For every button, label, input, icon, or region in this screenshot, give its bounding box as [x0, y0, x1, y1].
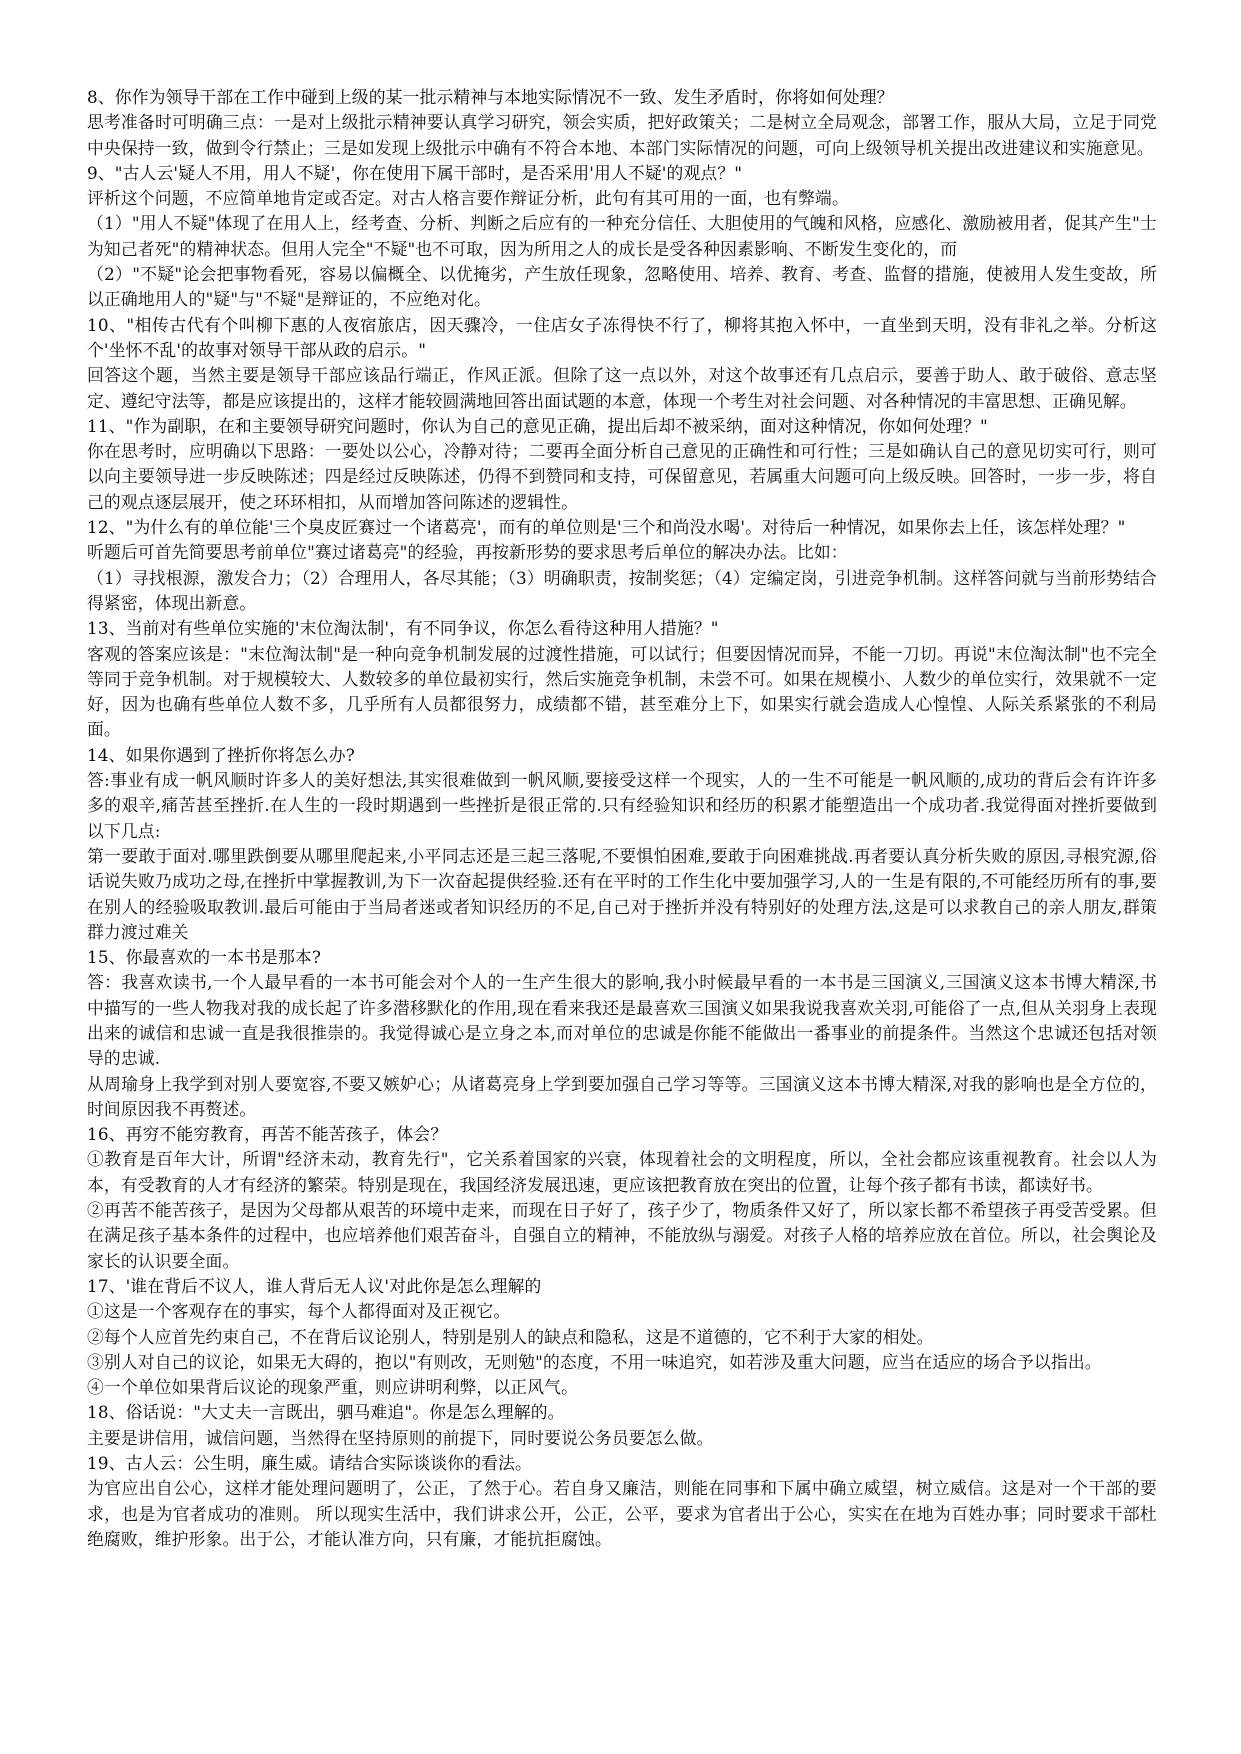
qa-section-q17 [87, 1274, 1157, 1400]
question-text: 10、"相传古代有个叫柳下惠的人夜宿旅店，因天骤冷，一住店女子冻得快不行了，柳将其抱入怀中，一直坐到天明，没有非礼之举。分析这个'坐怀不乱'的故事对领导干部从政的启示。" [87, 314, 1157, 360]
answer-text: 思考准备时可明确三点：一是对上级批示精神要认真学习研究，领会实质，把好政策关；二是树立全局观念，部署工作，服从大局，立足于同党中央保持一致，做到令行禁止；三是如发现上级批示中确有不符合本地、本部门实际情况的问题，可向上级领导机关提出改进建议和实施意见。 [87, 112, 1157, 158]
qa-section-q12 [87, 515, 1157, 616]
qa-section-q15 [87, 945, 1157, 1122]
qa-section-q19 [87, 1451, 1157, 1552]
document-page [87, 85, 1157, 1552]
qa-section-q14 [87, 743, 1157, 945]
answer-text: ①这是一个客观存在的事实，每个人都得面对及正视它。 [87, 1301, 511, 1322]
question-text: 15、你最喜欢的一本书是那本? [87, 947, 321, 968]
answer-text: ④一个单位如果背后议论的现象严重，则应讲明利弊，以正风气。 [87, 1377, 579, 1398]
answer-text: ①教育是百年大计，所谓"经济未动，教育先行"，它关系着国家的兴衰，体现着社会的文明程度，所以，全社会都应该重视教育。社会以人为本，有受教育的人才有经济的繁荣。特别是现在，我国经济发展迅速，更应该把教育放在突出的位置，让每个孩子都有书读，都读好书。 [87, 1149, 1157, 1195]
question-text: 17、'谁在背后不议人，谁人背后无人议'对此你是怎么理解的 [87, 1275, 542, 1296]
qa-section-q9 [87, 161, 1157, 313]
question-text: 12、"为什么有的单位能'三个臭皮匠赛过一个诸葛亮'，而有的单位则是'三个和尚没水喝'。对待后一种情况，如果你去上任，该怎样处理？" [87, 517, 1126, 538]
answer-text: 答:事业有成一帆风顺时许多人的美好想法,其实很难做到一帆风顺,要接受这样一个现实，人的一生不可能是一帆风顺的,成功的背后会有许许多多的艰辛,痛苦甚至挫折.在人生的一段时期遇到一些挫折是很正常的.只有经验知识和经历的积累才能塑造出一个成功者.我觉得面对挫折要做到以下几点: [87, 770, 1157, 841]
answer-text: （2）"不疑"论会把事物看死，容易以偏概全、以优掩劣，产生放任现象，忽略使用、培养、教育、考查、监督的措施，使被用人发生变故，所以正确地用人的"疑"与"不疑"是辩证的，不应绝对化。 [87, 264, 1157, 310]
answer-text: 主要是讲信用，诚信问题，当然得在坚持原则的前提下，同时要说公务员要怎么做。 [87, 1427, 714, 1448]
qa-section-q11 [87, 414, 1157, 515]
question-text: 18、俗话说："大丈夫一言既出，驷马难追"。你是怎么理解的。 [87, 1402, 565, 1423]
answer-text: 第一要敢于面对.哪里跌倒要从哪里爬起来,小平同志还是三起三落呢,不要惧怕困难,要敢于向困难挑战.再者要认真分析失败的原因,寻根究源,俗话说失败乃成功之母,在挫折中掌握教训,为下一次奋起提供经验.还有在平时的工作生化中要加强学习,人的一生是有限的,不可能经历所有的事,要在别人的经验吸取教训.最后可能由于当局者迷或者知识经历的不足,自己对于挫折并没有特别好的处理方法,这是可以求教自己的亲人朋友,群策群力渡过难关 [87, 845, 1157, 942]
answer-text: 回答这个题，当然主要是领导干部应该品行端正，作风正派。但除了这一点以外，对这个故事还有几点启示，要善于助人、敢于破俗、意志坚定、遵纪守法等，都是应该提出的，这样才能较圆满地回答出面试题的本意，体现一个考生对社会问题、对各种情况的丰富思想、正确见解。 [87, 365, 1157, 411]
answer-text: 为官应出自公心，这样才能处理问题明了，公正，了然于心。若自身又廉洁，则能在同事和下属中确立威望，树立威信。这是对一个干部的要求，也是为官者成功的准则。 所以现实生活中，我们讲求公开，公正，公平，要求为官者出于公心，实实在在地为百姓办事；同时要求干部杜绝腐败，维护形象。出于公，才能认准方向，只有廉，才能抗拒腐蚀。 [87, 1478, 1157, 1549]
qa-section-q13 [87, 616, 1157, 742]
question-text: 9、"古人云'疑人不用，用人不疑'，你在使用下属干部时，是否采用'用人不疑'的观点？" [87, 162, 743, 183]
qa-section-q18 [87, 1400, 1157, 1451]
qa-section-q8 [87, 85, 1157, 161]
answer-text: 从周瑜身上我学到对别人要宽容,不要又嫉妒心；从诸葛亮身上学到要加强自己学习等等。三国演义这本书博大精深,对我的影响也是全方位的，时间原因我不再赘述。 [87, 1073, 1157, 1119]
answer-text: 答：我喜欢读书,一个人最早看的一本书可能会对个人的一生产生很大的影响,我小时候最早看的一本书是三国演义,三国演义这本书博大精深,书中描写的一些人物我对我的成长起了许多潜移默化的作用,现在看来我还是最喜欢三国演义如果我说我喜欢关羽,可能俗了一点,但从关羽身上表现出来的诚信和忠诚一直是我很推崇的。我觉得诚心是立身之本,而对单位的忠诚是你能不能做出一番事业的前提条件。当然这个忠诚还包括对领导的忠诚. [87, 972, 1157, 1069]
question-text: 19、古人云：公生明，廉生威。请结合实际谈谈你的看法。 [87, 1453, 532, 1474]
answer-text: ③别人对自己的议论，如果无大碍的，抱以"有则改，无则勉"的态度，不用一味追究，如若涉及重大问题，应当在适应的场合予以指出。 [87, 1351, 1102, 1372]
answer-text: 你在思考时，应明确以下思路：一要处以公心，冷静对待；二要再全面分析自己意见的正确性和可行性；三是如确认自己的意见切实可行，则可以向主要领导进一步反映陈述；四是经过反映陈述，仍得不到赞同和支持，可保留意见，若属重大问题可向上级反映。回答时，一步一步，将自己的观点逐层展开，使之环环相扣，从而增加答问陈述的逻辑性。 [87, 441, 1157, 512]
answer-text: 听题后可首先简要思考前单位"赛过诸葛亮"的经验，再按新形势的要求思考后单位的解决办法。比如： [87, 542, 848, 563]
answer-text: ②每个人应首先约束自己，不在背后议论别人，特别是别人的缺点和隐私，这是不道德的，它不利于大家的相处。 [87, 1326, 934, 1347]
qa-section-q16 [87, 1122, 1157, 1274]
answer-text: 客观的答案应该是："末位淘汰制"是一种向竞争机制发展的过渡性措施，可以试行；但要因情况而异，不能一刀切。再说"末位淘汰制"也不完全等同于竞争机制。对于规模较大、人数较多的单位最初实行，然后实施竞争机制，未尝不可。如果在规模小、人数少的单位实行，效果就不一定好，因为也确有些单位人数不多，几乎所有人员都很努力，成绩都不错，甚至难分上下，如果实行就会造成人心惶惶、人际关系紧张的不利局面。 [87, 643, 1157, 740]
answer-text: ②再苦不能苦孩子，是因为父母都从艰苦的环境中走来，而现在日子好了，孩子少了，物质条件又好了，所以家长都不希望孩子再受苦受累。但在满足孩子基本条件的过程中，也应培养他们艰苦奋斗，自强自立的精神，不能放纵与溺爱。对孩子人格的培养应放在首位。所以，社会舆论及家长的认识要全面。 [87, 1200, 1157, 1271]
question-text: 16、再穷不能穷教育，再苦不能苦孩子，体会？ [87, 1124, 448, 1145]
answer-text: （1）"用人不疑"体现了在用人上，经考查、分析、判断之后应有的一种充分信任、大胆使用的气魄和风格，应感化、激励被用者，促其产生"士为知己者死"的精神状态。但用人完全"不疑"也不可取，因为所用之人的成长是受各种因素影响、不断发生变化的，而 [87, 213, 1157, 259]
answer-text: （1）寻找根源，激发合力；（2）合理用人，各尽其能；（3）明确职责，按制奖惩；（4）定编定岗，引进竞争机制。这样答问就与当前形势结合得紧密，体现出新意。 [87, 567, 1157, 613]
answer-text: 评析这个问题，不应简单地肯定或否定。对古人格言要作辩证分析，此句有其可用的一面，也有弊端。 [87, 188, 849, 209]
qa-section-q10 [87, 313, 1157, 414]
question-text: 8、你作为领导干部在工作中碰到上级的某一批示精神与本地实际情况不一致、发生矛盾时，你将如何处理？ [87, 87, 894, 107]
question-text: 14、如果你遇到了挫折你将怎么办? [87, 744, 355, 765]
question-text: 11、"作为副职，在和主要领导研究问题时，你认为自己的意见正确，提出后却不被采纳，面对这种情况，你如何处理？" [87, 415, 988, 436]
question-text: 13、当前对有些单位实施的'末位淘汰制'，有不同争议，你怎么看待这种用人措施？" [87, 618, 719, 639]
